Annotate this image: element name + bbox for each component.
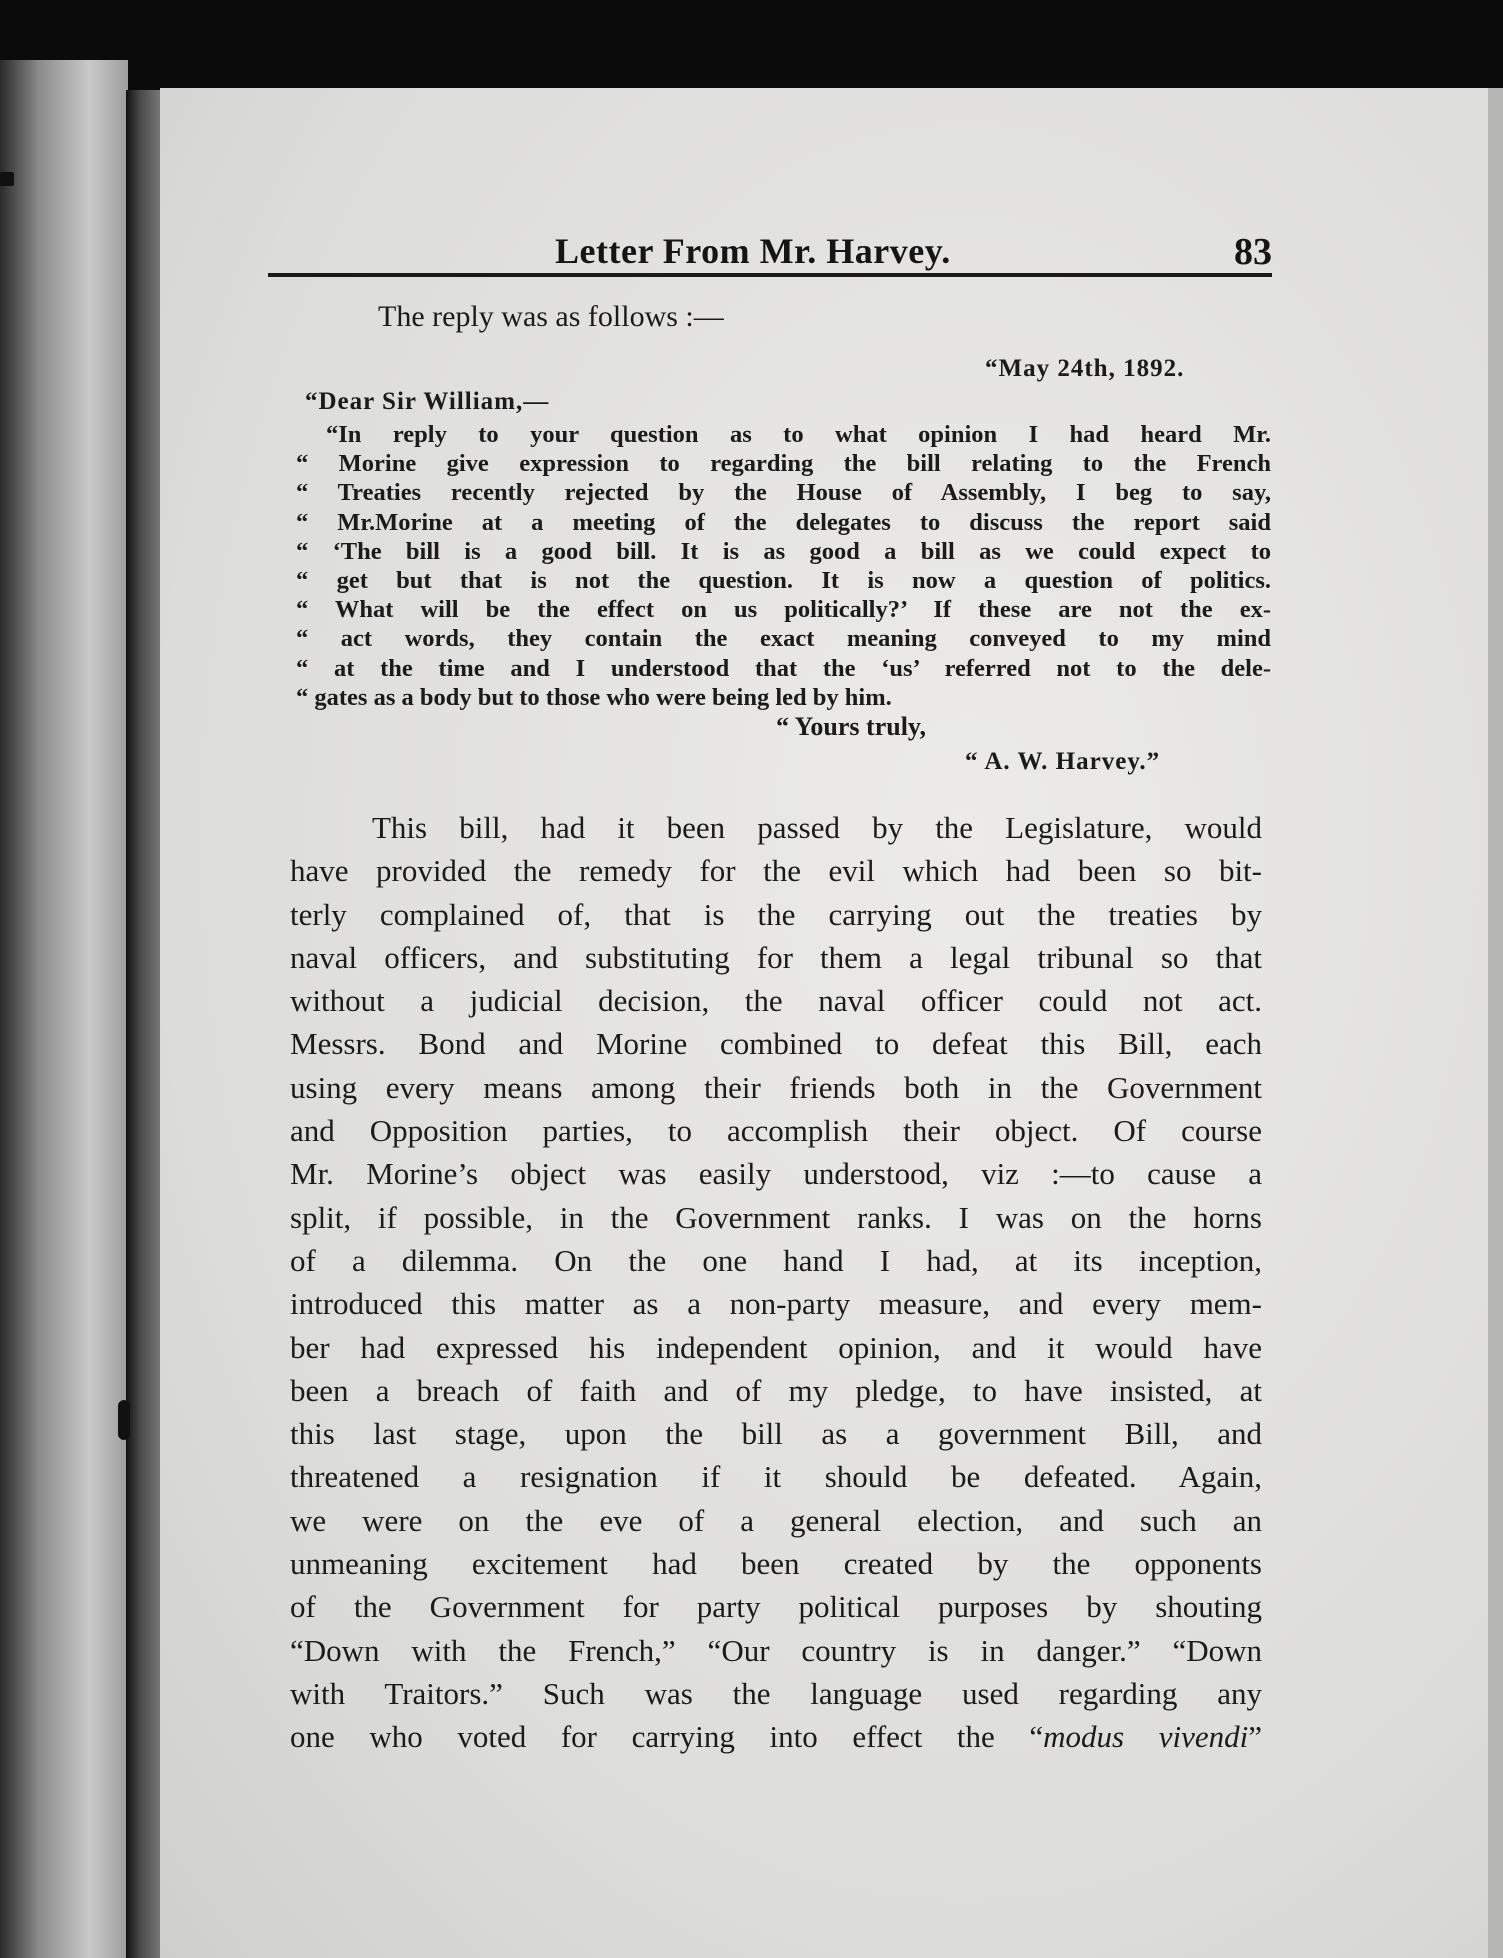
paragraph-line: without a judicial decision, the naval officer could not act.: [290, 983, 1262, 1019]
letter-date: “May 24th, 1892.: [985, 355, 1185, 382]
paragraph-line: split, if possible, in the Government ranks. I was on the horns: [290, 1199, 1262, 1235]
page-number: 83: [1234, 231, 1272, 273]
body-paragraph: [290, 806, 1262, 1759]
paragraph-line: unmeaning excitement had been created by the opponents: [290, 1546, 1262, 1582]
letter-signature: “ A. W. Harvey.”: [965, 748, 1161, 775]
paragraph-line: using every means among their friends both in the Government: [290, 1069, 1262, 1105]
running-title: Letter From Mr. Harvey.: [555, 231, 951, 271]
page-right-edge: [1488, 88, 1503, 1958]
paragraph-line: naval officers, and substituting for them a legal tribunal so that: [290, 939, 1262, 975]
paragraph-line: This bill, had it been passed by the Legislature, would: [372, 810, 1262, 845]
letter-line: “ Morine give expression to regarding the bill relating to the French: [296, 450, 1271, 478]
book-gutter: [126, 90, 162, 1958]
letter-line: “ get but that is not the question. It is now a question of politics.: [296, 567, 1271, 595]
paragraph-line: have provided the remedy for the evil which had been so bit-: [290, 853, 1262, 889]
quoted-letter: [296, 420, 1271, 712]
paragraph-line: we were on the eve of a general election, and such an: [290, 1502, 1262, 1538]
letter-line: “ ‘The bill is a good bill. It is as good a bill as we could expect to: [296, 537, 1271, 565]
paragraph-line: “Down with the French,” “Our country is in danger.” “Down: [290, 1632, 1262, 1668]
paragraph-line: terly complained of, that is the carrying out the treaties by: [290, 896, 1262, 932]
intro-text: The reply was as follows :—: [378, 300, 724, 333]
paragraph-line: Messrs. Bond and Morine combined to defeat this Bill, each: [290, 1026, 1262, 1062]
letter-line: “ Treaties recently rejected by the House of Assembly, I beg to say,: [296, 479, 1271, 507]
ink-speck: [0, 172, 14, 186]
paragraph-line: been a breach of faith and of my pledge, to have insisted, at: [290, 1372, 1262, 1408]
facing-page-edge: [0, 60, 128, 1958]
paragraph-line: of a dilemma. On the one hand I had, at its inception,: [290, 1242, 1262, 1278]
last-line-suffix: ”: [1248, 1719, 1262, 1755]
letter-line: “ Mr.Morine at a meeting of the delegates to discuss the report said: [296, 508, 1271, 536]
letter-line: “ gates as a body but to those who were being led by him.: [296, 683, 892, 711]
letter-closing: “ Yours truly,: [776, 712, 926, 741]
paragraph-line: Mr. Morine’s object was easily understood, viz :—to cause a: [290, 1156, 1262, 1192]
paragraph-last-line: [290, 1715, 1262, 1758]
header-rule: [268, 273, 1272, 277]
letter-salutation: “Dear Sir William,—: [305, 388, 550, 415]
paragraph-line: with Traitors.” Such was the language used regarding any: [290, 1675, 1262, 1711]
paragraph-line: ber had expressed his independent opinion, and it would have: [290, 1329, 1262, 1365]
paragraph-line: and Opposition parties, to accomplish their object. Of course: [290, 1113, 1262, 1149]
ink-speck: [118, 1400, 130, 1440]
paragraph-line: this last stage, upon the bill as a government Bill, and: [290, 1416, 1262, 1452]
letter-line: “ act words, they contain the exact meaning conveyed to my mind: [296, 625, 1271, 653]
paragraph-line: threatened a resignation if it should be defeated. Again,: [290, 1459, 1262, 1495]
letter-line: “ What will be the effect on us politically?’ If these are not the ex-: [296, 596, 1271, 624]
last-line-prefix: one who voted for carrying into effect the “: [290, 1719, 1044, 1755]
paragraph-line: of the Government for party political purposes by shouting: [290, 1589, 1262, 1625]
paragraph-line: introduced this matter as a non-party measure, and every mem-: [290, 1286, 1262, 1322]
letter-line: “ at the time and I understood that the ‘us’ referred not to the dele-: [296, 654, 1271, 682]
italic-phrase: modus vivendi: [1043, 1719, 1249, 1755]
letter-line: “In reply to your question as to what opinion I had heard Mr.: [326, 421, 1271, 448]
